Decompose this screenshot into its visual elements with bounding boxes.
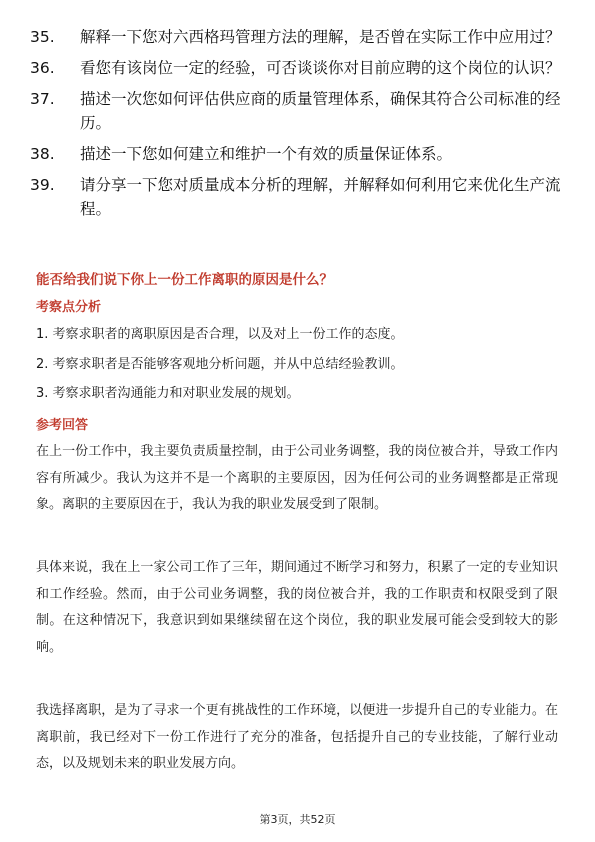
analysis-points [36, 325, 566, 414]
question-item [30, 87, 565, 135]
answer-paragraph [36, 439, 558, 519]
question-number: 36. [30, 59, 55, 77]
analysis-heading: 考察点分析 [36, 300, 102, 315]
question-number: 39. [30, 176, 55, 194]
paragraph-text: 在上一份工作中，我主要负责质量控制，由于公司业务调整，我的岗位被合并，导致工作内容有所减少。我认为这并不是一个离职的主要原因，因为任何公司的业务调整都是正常现象。离职的主要原因在于，我认为我的职业发展受到了限制。 [36, 444, 558, 512]
page-number: 第3页，共52页 [259, 813, 336, 826]
question-number: 37. [30, 90, 55, 108]
paragraph-text: 具体来说，我在上一家公司工作了三年，期间通过不断学习和努力，积累了一定的专业知识和工作经验。然而，由于公司业务调整，我的岗位被合并，我的工作职责和权限受到了限制。在这种情况下，我意识到如果继续留在这个岗位，我的职业发展可能会受到较大的影响。 [36, 560, 558, 655]
question-number: 38. [30, 145, 55, 163]
question-text: 描述一下您如何建立和维护一个有效的质量保证体系。 [80, 145, 453, 163]
section-heading: 能否给我们说下你上一份工作离职的原因是什么？ [36, 272, 333, 288]
analysis-point: 1. 考察求职者的离职原因是否合理，以及对上一份工作的态度。 [36, 327, 404, 342]
question-item [30, 25, 565, 49]
question-item [30, 56, 565, 80]
analysis-point: 2. 考察求职者是否能够客观地分析问题，并从中总结经验教训。 [36, 356, 404, 372]
paragraph-text: 我选择离职，是为了寻求一个更有挑战性的工作环境，以便进一步提升自己的专业能力。在离职前，我已经对下一份工作进行了充分的准备，包括提升自己的专业技能，了解行业动态，以及规划未来的职业发展方向。 [36, 703, 558, 771]
question-text: 看您有该岗位一定的经验，可否谈谈你对目前应聘的这个岗位的认识？ [80, 59, 561, 77]
answer-paragraph [36, 698, 558, 778]
question-item [30, 142, 565, 166]
question-text: 描述一次您如何评估供应商的质量管理体系，确保其符合公司标准的经历。 [80, 90, 561, 132]
question-item [30, 173, 565, 221]
question-text: 请分享一下您对质量成本分析的理解，并解释如何利用它来优化生产流程。 [80, 176, 561, 218]
question-text: 解释一下您对六西格玛管理方法的理解，是否曾在实际工作中应用过？ [80, 28, 561, 46]
answer-paragraph [36, 555, 558, 661]
analysis-point: 3. 考察求职者沟通能力和对职业发展的规划。 [36, 386, 300, 401]
question-list [30, 25, 565, 228]
question-number: 35. [30, 28, 55, 46]
answer-heading: 参考回答 [36, 418, 89, 433]
